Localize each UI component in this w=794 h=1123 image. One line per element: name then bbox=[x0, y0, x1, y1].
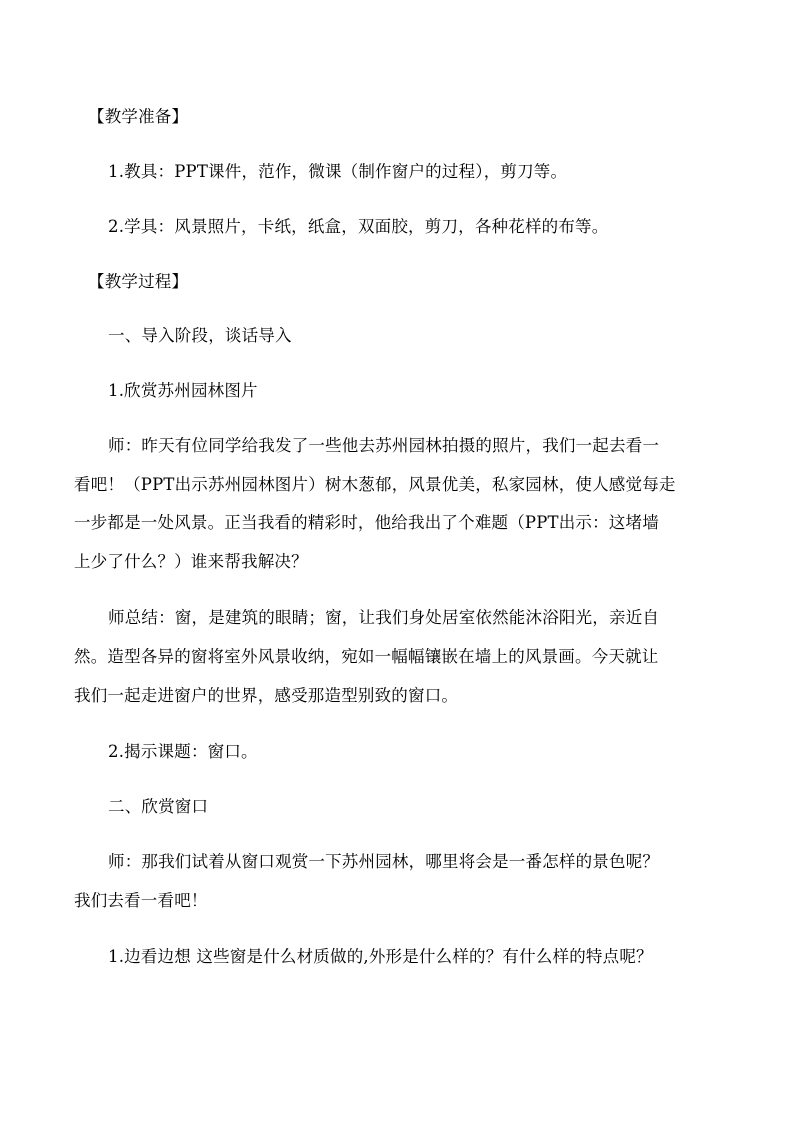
step-observe-and-think: 1.边看边想 这些窗是什么材质做的,外形是什么样的？有什么样的特点呢？ bbox=[108, 947, 653, 966]
paragraph-line: 上少了什么？）谁来帮我解决？ bbox=[74, 552, 308, 571]
paragraph-line: 师：昨天有位同学给我发了一些他去苏州园林拍摄的照片，我们一起去看一 bbox=[108, 436, 660, 455]
prep-item-student-tools: 2.学具：风景照片，卡纸，纸盒，双面胶，剪刀，各种花样的布等。 bbox=[108, 217, 609, 236]
paragraph-line: 然。造型各异的窗将室外风景收纳，宛如一幅幅镶嵌在墙上的风景画。今天就让 bbox=[74, 647, 659, 666]
process-heading: 【教学过程】 bbox=[88, 272, 189, 291]
paragraph-line: 我们一起走进窗户的世界，感受那造型别致的窗口。 bbox=[74, 686, 459, 705]
paragraph-line: 师总结：窗，是建筑的眼睛；窗，让我们身处居室依然能沐浴阳光，亲近自 bbox=[108, 608, 660, 627]
paragraph-line: 一步都是一处风景。正当我看的精彩时，他给我出了个难题（PPT出示：这堵墙 bbox=[74, 513, 659, 532]
step-title-reveal-topic: 2.揭示课题：窗口。 bbox=[108, 742, 258, 761]
paragraph-line: 师：那我们试着从窗口观赏一下苏州园林，哪里将会是一番怎样的景色呢？ bbox=[108, 852, 660, 871]
prep-item-teaching-tools: 1.教具：PPT课件，范作，微课（制作窗户的过程），剪刀等。 bbox=[108, 162, 568, 181]
step-title-appreciate-gardens: 1.欣赏苏州园林图片 bbox=[108, 381, 258, 400]
prep-heading: 【教学准备】 bbox=[88, 107, 189, 126]
paragraph-line: 看吧！（PPT出示苏州园林图片）树木葱郁，风景优美，私家园林，使人感觉每走 bbox=[74, 475, 676, 494]
section-title-appreciate-windows: 二、欣赏窗口 bbox=[108, 797, 209, 816]
section-title-intro: 一、导入阶段，谈话导入 bbox=[108, 326, 292, 345]
paragraph-line: 我们去看一看吧！ bbox=[74, 891, 208, 910]
